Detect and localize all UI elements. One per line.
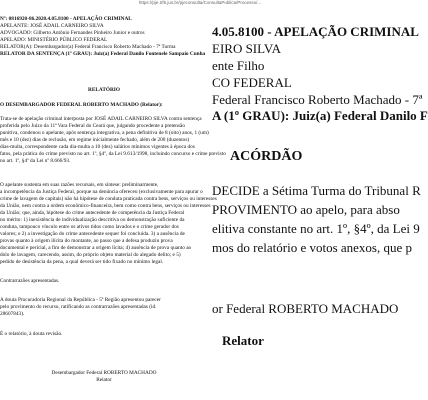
apelo-line: da União, nem contra a ordem econômico-financeira, bem como contra bens, serviços ou interesses	[0, 203, 211, 209]
relatorio-line: fatos, pela prática do crime previsto no art. 1º, §4º, da Lei 9.613/1998, incluindo concurso e crime previsto	[0, 151, 226, 157]
acordao-line: elitiva constante no art. 1º, §4º, da Lei 9	[212, 221, 420, 236]
apelo-line: valores; e 2) a investigação do crime antecedente sequer foi concluída. 3) a ausência de	[0, 231, 185, 237]
relatorio-intro: O DESEMBARGADOR FEDERAL ROBERTO MACHADO (Relator):	[0, 102, 163, 108]
parecer-line: A douta Procuradoria Regional da República - 5ª Região apresentou parecer	[0, 297, 161, 303]
apelo-line: provas quanto à origem ilícita do montante, ao passo que a defesa produziu prova	[0, 238, 173, 244]
relatorio-line: dias-multa, correspondente cada dia-multa a 10 (dez) salários mínimos vigentes à época dos	[0, 144, 195, 150]
relatorio-line: no art. 1º, §4º da Lei nº 8.666/93.	[0, 158, 71, 164]
apelo-line: conduta, tampouco vínculo entre os ativos tidos como lavados e o crime gerador dos	[0, 224, 179, 230]
header-relator-sentenca: RELATOR DA SENTENÇA (1º GRAU): Juiz(a) Federal Danilo Fontenele Sampaio Cunha	[0, 51, 206, 57]
document-right-page-zoomed	[208, 0, 428, 400]
header-process-number: Nº: 0816920-86.2020.4.05.8100 - APELAÇÃO CRIMINAL	[0, 16, 132, 22]
zoom-signature-line: or Federal ROBERTO MACHADO	[212, 301, 399, 316]
apelo-line: no mérito: 1) inexistência de individualização descritiva ou demonstração suficiente da	[0, 217, 185, 223]
apelo-line: da União; que, ainda, hipótese do crime antecedente de competência da Justiça Federal	[0, 210, 185, 216]
apelo-line: a incompetência da Justiça Federal, porque na denúncia ofereceu (exclusivamente para apurar o	[0, 189, 203, 195]
apelo-line: pedido de desistência da pena, a qual deverá ser tido fixado no mínimo legal.	[0, 259, 164, 265]
zoom-header-advogado: ente Filho	[212, 58, 265, 73]
relatorio-line: proferida pelo Juízo da 11ª Vara Federal do Ceará que, julgando procedente a pretensão	[0, 123, 186, 129]
zoom-relator-label: Relator	[222, 333, 264, 348]
apelo-line: crime de lavagem de capitais) não há hipótese de conduta praticada contra bens, serviços ou interesses	[0, 196, 217, 202]
contrarrazoes-text: Contrarrazões apresentadas.	[0, 278, 60, 284]
apelo-line: dolo de lavagem, carecendo, assim, do próprio objeto material do alegado delito; e 5)	[0, 252, 181, 258]
header-advogado: ADVOGADO: Gilberto Antônio Fernandes Pinheiro Junior e outros	[0, 30, 145, 36]
relatorio-line: Trata-se de apelação criminal interposta por JOSÉ ADAIL CARNEIRO SILVA contra sentença	[0, 116, 202, 122]
acordao-line: PROVIMENTO ao apelo, para abso	[212, 202, 400, 217]
header-apelado: APELADO: MINISTÉRIO PÚBLICO FEDERAL	[0, 37, 108, 43]
zoom-header-apelado: CO FEDERAL	[212, 75, 292, 90]
zoom-header-apelante: EIRO SILVA	[212, 41, 281, 56]
zoom-header-relator-sentenca: A (1º GRAU): Juiz(a) Federal Danilo F	[212, 108, 428, 123]
apelo-line: documental e pericial, a fim de demonstrar a origem lícita; 4) ausência de prova quanto ao	[0, 245, 192, 251]
zoom-header-process: 4.05.8100 - APELAÇÃO CRIMINAL	[212, 24, 419, 39]
zoom-header-relator: Federal Francisco Roberto Machado - 7ª	[212, 92, 423, 107]
signature-name: Desembargador Federal ROBERTO MACHADO	[51, 370, 157, 376]
parecer-line: 28607843).	[0, 311, 25, 317]
revisao-text: É o relatório, à douta revisão.	[0, 331, 63, 337]
relatorio-line: punitiva, condenou o apelante, após sentença integrativa, a pena definitiva de 8 (oito) anos, 1 (um)	[0, 130, 209, 136]
header-apelante: APELANTE: JOSÉ ADAIL CARNEIRO SILVA	[0, 23, 104, 29]
acordao-line: mos do relatório e votos anexos, que p	[212, 240, 413, 255]
browser-url-bar: https://pje.trf5.jus.br/pjeconsulta/ConsultaPublica/Processo/...	[138, 0, 262, 5]
acordao-title: ACÓRDÃO	[230, 149, 303, 164]
parecer-line: pelo provimento do recurso, ratificando as contrarrazões apresentadas (id.	[0, 304, 157, 310]
acordao-line: DECIDE a Sétima Turma do Tribunal R	[212, 183, 421, 198]
relatorio-line: mês e 10 (dez) dias de reclusão, em regime inicialmente fechado, além de 200 (duzentos)	[0, 137, 190, 143]
apelo-line: O apelante sustenta em suas razões recursais, em síntese: preliminarmente,	[0, 182, 159, 188]
signature-role: Relator	[96, 377, 112, 383]
relatorio-title: RELATÓRIO	[88, 87, 120, 93]
header-relator: RELATOR(A): Desembargador(a) Federal Francisco Roberto Machado - 7ª Turma	[0, 44, 176, 50]
